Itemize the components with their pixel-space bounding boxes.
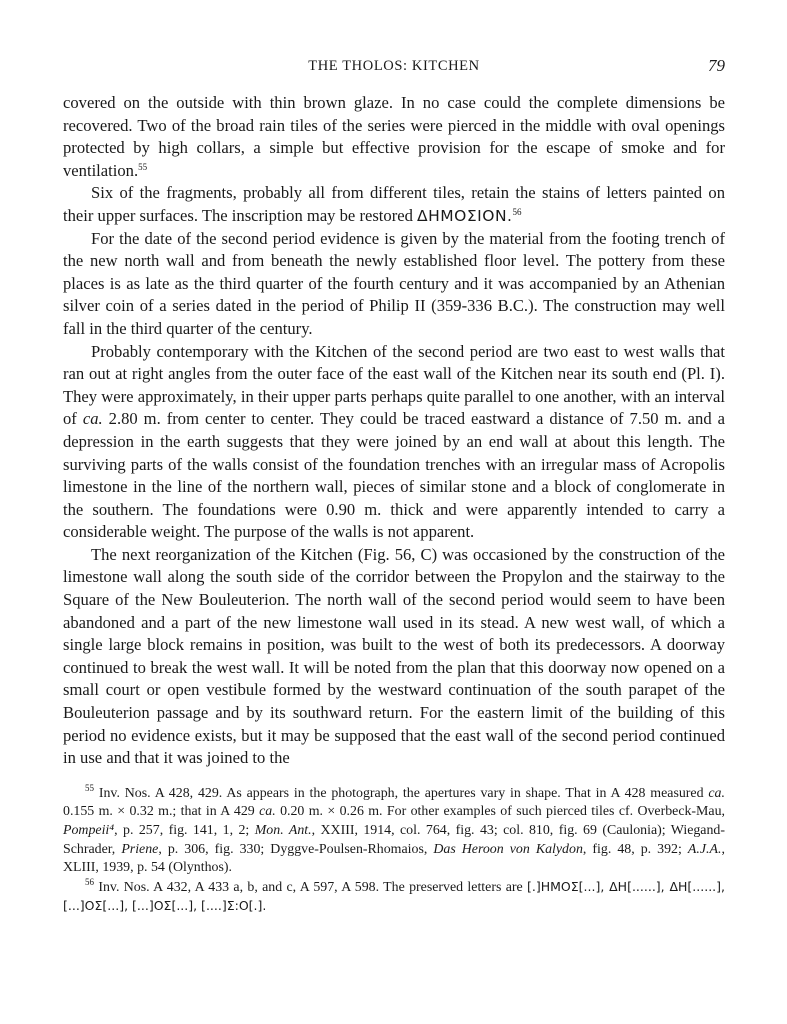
paragraph-3-text: For the date of the second period evidence is given by the material from the footing trench of the new north wall and from beneath the newly established floor level. The pottery from these places is as late as the third quarter of the fourth century and it was accompanied by an Athenian silver coin of a series dated in the period of Philip II (359-336 B.C.). The construction may well fall in the third quarter of the century. — [63, 228, 725, 338]
paragraph-4-ca: ca. — [82, 409, 103, 429]
footnote-56 — [63, 878, 725, 917]
footnotes — [63, 782, 725, 917]
footnote-55-text-c: 0.20 m. × 0.26 m. For other examples of such pierced tiles cf. Overbeck-Mau, — [280, 804, 725, 820]
paragraph-4-text-a: Probably contemporary with the Kitchen of the second period are two east to west walls that ran out at right angles from the outer face of the east wall of the Kitchen near its south end (Pl. I). They were approximately, in their upper parts perhaps quite parallel to one another, with an interval of — [63, 341, 725, 429]
page-header — [63, 52, 725, 78]
footnote-55-text-d: , p. 257, fig. 141, 1, 2; — [114, 823, 250, 838]
footnote-56-letters: [.]ΗΜΟΣ[...], ΔΗ[......], ΔΗ[......], [...]ΟΣ[...], [...]ΟΣ[...], [....]Σ:Ο[.]. — [63, 878, 725, 914]
footnote-56-number: 56 — [85, 876, 94, 887]
footnote-55-text-b: 0.155 m. × 0.32 m.; that in A 429 — [63, 804, 255, 820]
footnote-55-heroon: Das Heroon von Kalydon — [433, 841, 583, 857]
footnote-55-ca-2: ca. — [259, 804, 276, 820]
running-title: THE THOLOS: KITCHEN — [308, 58, 480, 74]
paragraph-3 — [63, 228, 725, 341]
page — [63, 52, 725, 917]
paragraph-2-text: Six of the fragments, probably all from different tiles, retain the stains of letters painted on their upper surfaces. The inscription may be restored — [63, 183, 725, 225]
paragraph-5 — [63, 544, 725, 770]
paragraph-5-text: The next reorganization of the Kitchen (Fig. 56, C) was occasioned by the construction of the limestone wall along the south side of the corridor between the Propylon and the stairway to the Square of the New Bouleuterion. The north wall of the second period would seem to have been abandoned and a part of the new limestone wall used in its stead. A new west wall, of which a single large block remains in position, was built to the west of both its predecessors. A doorway continued to break the west wall. It will be noted from the plan that this doorway now opened on a small court or open vestibule formed by the westward continuation of the south parapet of the Bouleuterion passage and by its southward return. For the eastern limit of the building of this period no evidence exists, but it may be supposed that the east wall of the second period continued in use and that it was joined to the — [63, 544, 725, 768]
footnote-55-priene: Priene — [121, 841, 159, 857]
body-text — [63, 92, 725, 770]
paragraph-1-text: covered on the outside with thin brown glaze. In no case could the complete dimensions be recovered. Two of the broad rain tiles of the series were pierced in the middle with oval openings protected by high collars, a simple but effective provision for the escape of smoke and for ventilation. — [63, 93, 725, 180]
footnote-55-text-h: , XLIII, 1939, p. 54 (Olynthos). — [63, 841, 725, 876]
footnote-55-text-f: , p. 306, fig. 330; Dyggve-Poulsen-Rhomaios, — [158, 841, 428, 857]
footnote-55-mon-ant: Mon. Ant. — [254, 823, 312, 838]
footnote-55-ca-1: ca. — [708, 785, 725, 801]
footnote-55 — [63, 782, 725, 878]
paragraph-4 — [63, 341, 725, 544]
footnote-55-text-g: , fig. 48, p. 392; — [582, 841, 682, 857]
page-number: 79 — [708, 56, 725, 75]
footnote-56-text: Inv. Nos. A 432, A 433 a, b, and c, A 597, A 598. The preserved letters are — [98, 879, 523, 895]
note-ref-55: 55 — [138, 161, 148, 172]
note-ref-56: 56 — [512, 206, 522, 217]
paragraph-2 — [63, 182, 725, 227]
footnote-55-pompeii: Pompeii⁴ — [63, 823, 115, 838]
paragraph-1 — [63, 92, 725, 182]
footnote-55-text-a: Inv. Nos. A 428, 429. As appears in the photograph, the apertures vary in shape. That in A 428 measured — [98, 785, 704, 801]
footnote-55-number: 55 — [85, 782, 94, 793]
inscription-restoration: ΔΗΜΟΣΙΟΝ. — [417, 206, 513, 225]
paragraph-4-text-b: 2.80 m. from center to center. They could be traced eastward a distance of 7.50 m. and a depression in the earth suggests that they were joined by an end wall at about this length. The surviving parts of the walls consist of the foundation trenches with an irregular mass of Acropolis limestone in the line of the northern wall, pieces of similar stone and a block of conglomerate in the southern. The foundations were 0.90 m. thick and were apparently intended to carry a considerable weight. The purpose of the walls is not apparent. — [63, 409, 725, 542]
footnote-55-text-e: , XXIII, 1914, col. 764, fig. 43; col. 810, fig. 69 (Caulonia); Wiegand-Schrader, — [63, 823, 725, 857]
footnote-55-aja: A.J.A. — [687, 841, 722, 857]
